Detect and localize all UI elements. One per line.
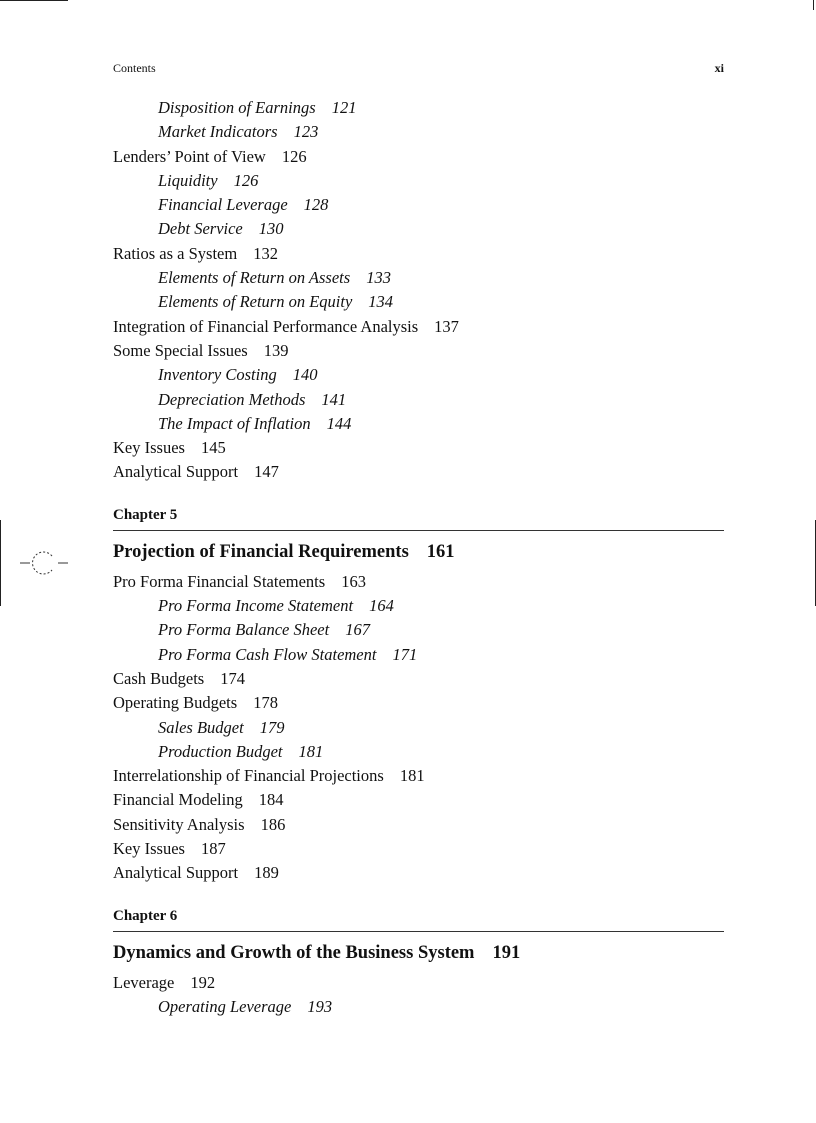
toc-entry-title: Elements of Return on Equity bbox=[158, 292, 353, 312]
toc-subentry bbox=[113, 363, 724, 387]
chapter-title-text: Projection of Financial Requirements bbox=[113, 541, 409, 562]
toc-entry bbox=[113, 460, 724, 484]
chapter-title bbox=[113, 940, 724, 966]
toc-entry bbox=[113, 837, 724, 861]
toc-entry bbox=[113, 339, 724, 363]
toc-entry-page: 139 bbox=[263, 340, 289, 360]
toc-entry-title: Ratios as a System bbox=[113, 243, 238, 263]
toc-entry-title: Key Issues bbox=[113, 438, 185, 458]
chapter-title bbox=[113, 539, 724, 565]
toc-entry-page: 181 bbox=[298, 741, 324, 761]
toc-entry-page: 163 bbox=[341, 571, 366, 591]
toc-entry-page: 137 bbox=[434, 316, 459, 336]
toc-entry-page: 126 bbox=[281, 146, 307, 166]
toc-entry-page: 181 bbox=[399, 766, 425, 786]
toc-entry-title: Debt Service bbox=[158, 219, 243, 239]
crop-mark-left bbox=[0, 520, 1, 606]
toc-subentry bbox=[113, 643, 724, 667]
table-of-contents bbox=[113, 96, 724, 1019]
toc-subentry bbox=[113, 217, 724, 241]
toc-entry-page: 147 bbox=[254, 462, 279, 482]
toc-entry-title: Pro Forma Cash Flow Statement bbox=[158, 644, 377, 664]
toc-subentry bbox=[113, 388, 724, 412]
toc-entry bbox=[113, 691, 724, 715]
toc-entry-page: 133 bbox=[366, 268, 391, 288]
running-head bbox=[113, 61, 724, 77]
toc-entry-page: 193 bbox=[307, 996, 333, 1016]
running-head-title: Contents bbox=[113, 61, 156, 75]
toc-subentry bbox=[113, 290, 724, 314]
toc-entry-title: Operating Budgets bbox=[113, 693, 238, 713]
toc-entry-title: Disposition of Earnings bbox=[158, 98, 316, 117]
toc-entry-page: 186 bbox=[260, 814, 286, 834]
toc-entry-title: Depreciation Methods bbox=[158, 389, 306, 409]
toc-entry-page: 164 bbox=[369, 596, 394, 616]
toc-entry-page: 134 bbox=[368, 292, 394, 312]
toc-entry-page: 179 bbox=[259, 717, 285, 737]
toc-entry-title: Financial Modeling bbox=[113, 790, 243, 810]
crop-mark-top bbox=[0, 0, 68, 1]
toc-entry-page: 184 bbox=[258, 790, 284, 810]
chapter-label: Chapter 6 bbox=[113, 907, 178, 924]
toc-subentry bbox=[113, 96, 724, 120]
toc-entry-page: 189 bbox=[254, 863, 279, 883]
chapter-label: Chapter 5 bbox=[113, 506, 178, 523]
toc-entry-title: Operating Leverage bbox=[158, 996, 292, 1016]
toc-entry bbox=[113, 436, 724, 460]
toc-entry bbox=[113, 315, 724, 339]
toc-entry-title: Pro Forma Balance Sheet bbox=[158, 620, 330, 640]
toc-subentry bbox=[113, 618, 724, 642]
toc-entry-page: 187 bbox=[200, 839, 226, 859]
toc-entry-page: 140 bbox=[292, 365, 318, 385]
toc-entry-title: Integration of Financial Performance Analysis bbox=[113, 316, 419, 336]
toc-entry-title: Pro Forma Financial Statements bbox=[113, 571, 326, 591]
toc-entry-page: 178 bbox=[253, 693, 278, 713]
toc-subentry bbox=[113, 412, 724, 436]
toc-entry bbox=[113, 242, 724, 266]
toc-entry bbox=[113, 813, 724, 837]
chapter-rule bbox=[113, 530, 724, 531]
toc-entry-title: Lenders’ Point of View bbox=[113, 146, 266, 166]
chapter-title-page: 191 bbox=[492, 942, 521, 963]
toc-entry-page: 123 bbox=[293, 122, 319, 142]
toc-entry-page: 167 bbox=[345, 620, 370, 640]
toc-entry-title: Production Budget bbox=[158, 741, 283, 761]
toc-entry-page: 145 bbox=[200, 438, 226, 458]
toc-entry-title: Elements of Return on Assets bbox=[158, 268, 351, 288]
toc-entry bbox=[113, 861, 724, 885]
toc-entry bbox=[113, 145, 724, 169]
toc-entry bbox=[113, 667, 724, 691]
toc-entry-title: Inventory Costing bbox=[158, 365, 277, 385]
toc-entry-page: 144 bbox=[326, 413, 352, 433]
toc-entry-title: Market Indicators bbox=[158, 122, 278, 142]
toc-entry-page: 126 bbox=[233, 170, 259, 190]
toc-entry-title: Pro Forma Income Statement bbox=[158, 596, 354, 616]
toc-entry-page: 128 bbox=[303, 195, 329, 215]
toc-entry bbox=[113, 764, 724, 788]
toc-subentry bbox=[113, 740, 724, 764]
registration-mark-icon bbox=[20, 548, 72, 578]
toc-entry-title: The Impact of Inflation bbox=[158, 413, 311, 433]
toc-entry-page: 192 bbox=[190, 972, 216, 992]
running-head-page-number: xi bbox=[714, 61, 724, 75]
toc-entry bbox=[113, 570, 724, 594]
crop-mark-top-right bbox=[813, 0, 814, 10]
toc-subentry bbox=[113, 266, 724, 290]
toc-entry-page: 171 bbox=[392, 644, 418, 664]
toc-entry-page: 141 bbox=[321, 389, 347, 409]
toc-entry-title: Sensitivity Analysis bbox=[113, 814, 245, 834]
toc-entry-title: Cash Budgets bbox=[113, 668, 205, 688]
toc-entry-page: 121 bbox=[331, 98, 357, 117]
toc-entry-title: Analytical Support bbox=[113, 462, 239, 482]
toc-entry-title: Some Special Issues bbox=[113, 340, 248, 360]
toc-entry-title: Liquidity bbox=[158, 170, 218, 190]
chapter-title-page: 161 bbox=[426, 541, 455, 562]
toc-subentry bbox=[113, 169, 724, 193]
toc-entry-title: Key Issues bbox=[113, 839, 185, 859]
toc-entry-title: Financial Leverage bbox=[158, 195, 288, 215]
toc-subentry bbox=[113, 120, 724, 144]
toc-entry bbox=[113, 971, 724, 995]
toc-entry-page: 132 bbox=[253, 243, 278, 263]
toc-subentry bbox=[113, 995, 724, 1019]
toc-subentry bbox=[113, 193, 724, 217]
toc-entry-page: 174 bbox=[220, 668, 245, 688]
toc-entry-title: Interrelationship of Financial Projections bbox=[113, 766, 384, 786]
chapter-rule bbox=[113, 931, 724, 932]
toc-entry-title: Sales Budget bbox=[158, 717, 244, 737]
toc-subentry bbox=[113, 594, 724, 618]
toc-entry-title: Leverage bbox=[113, 972, 175, 992]
toc-entry-page: 130 bbox=[258, 219, 284, 239]
chapter-title-text: Dynamics and Growth of the Business System bbox=[113, 942, 475, 963]
toc-entry bbox=[113, 788, 724, 812]
toc-entry-title: Analytical Support bbox=[113, 863, 239, 883]
toc-subentry bbox=[113, 716, 724, 740]
